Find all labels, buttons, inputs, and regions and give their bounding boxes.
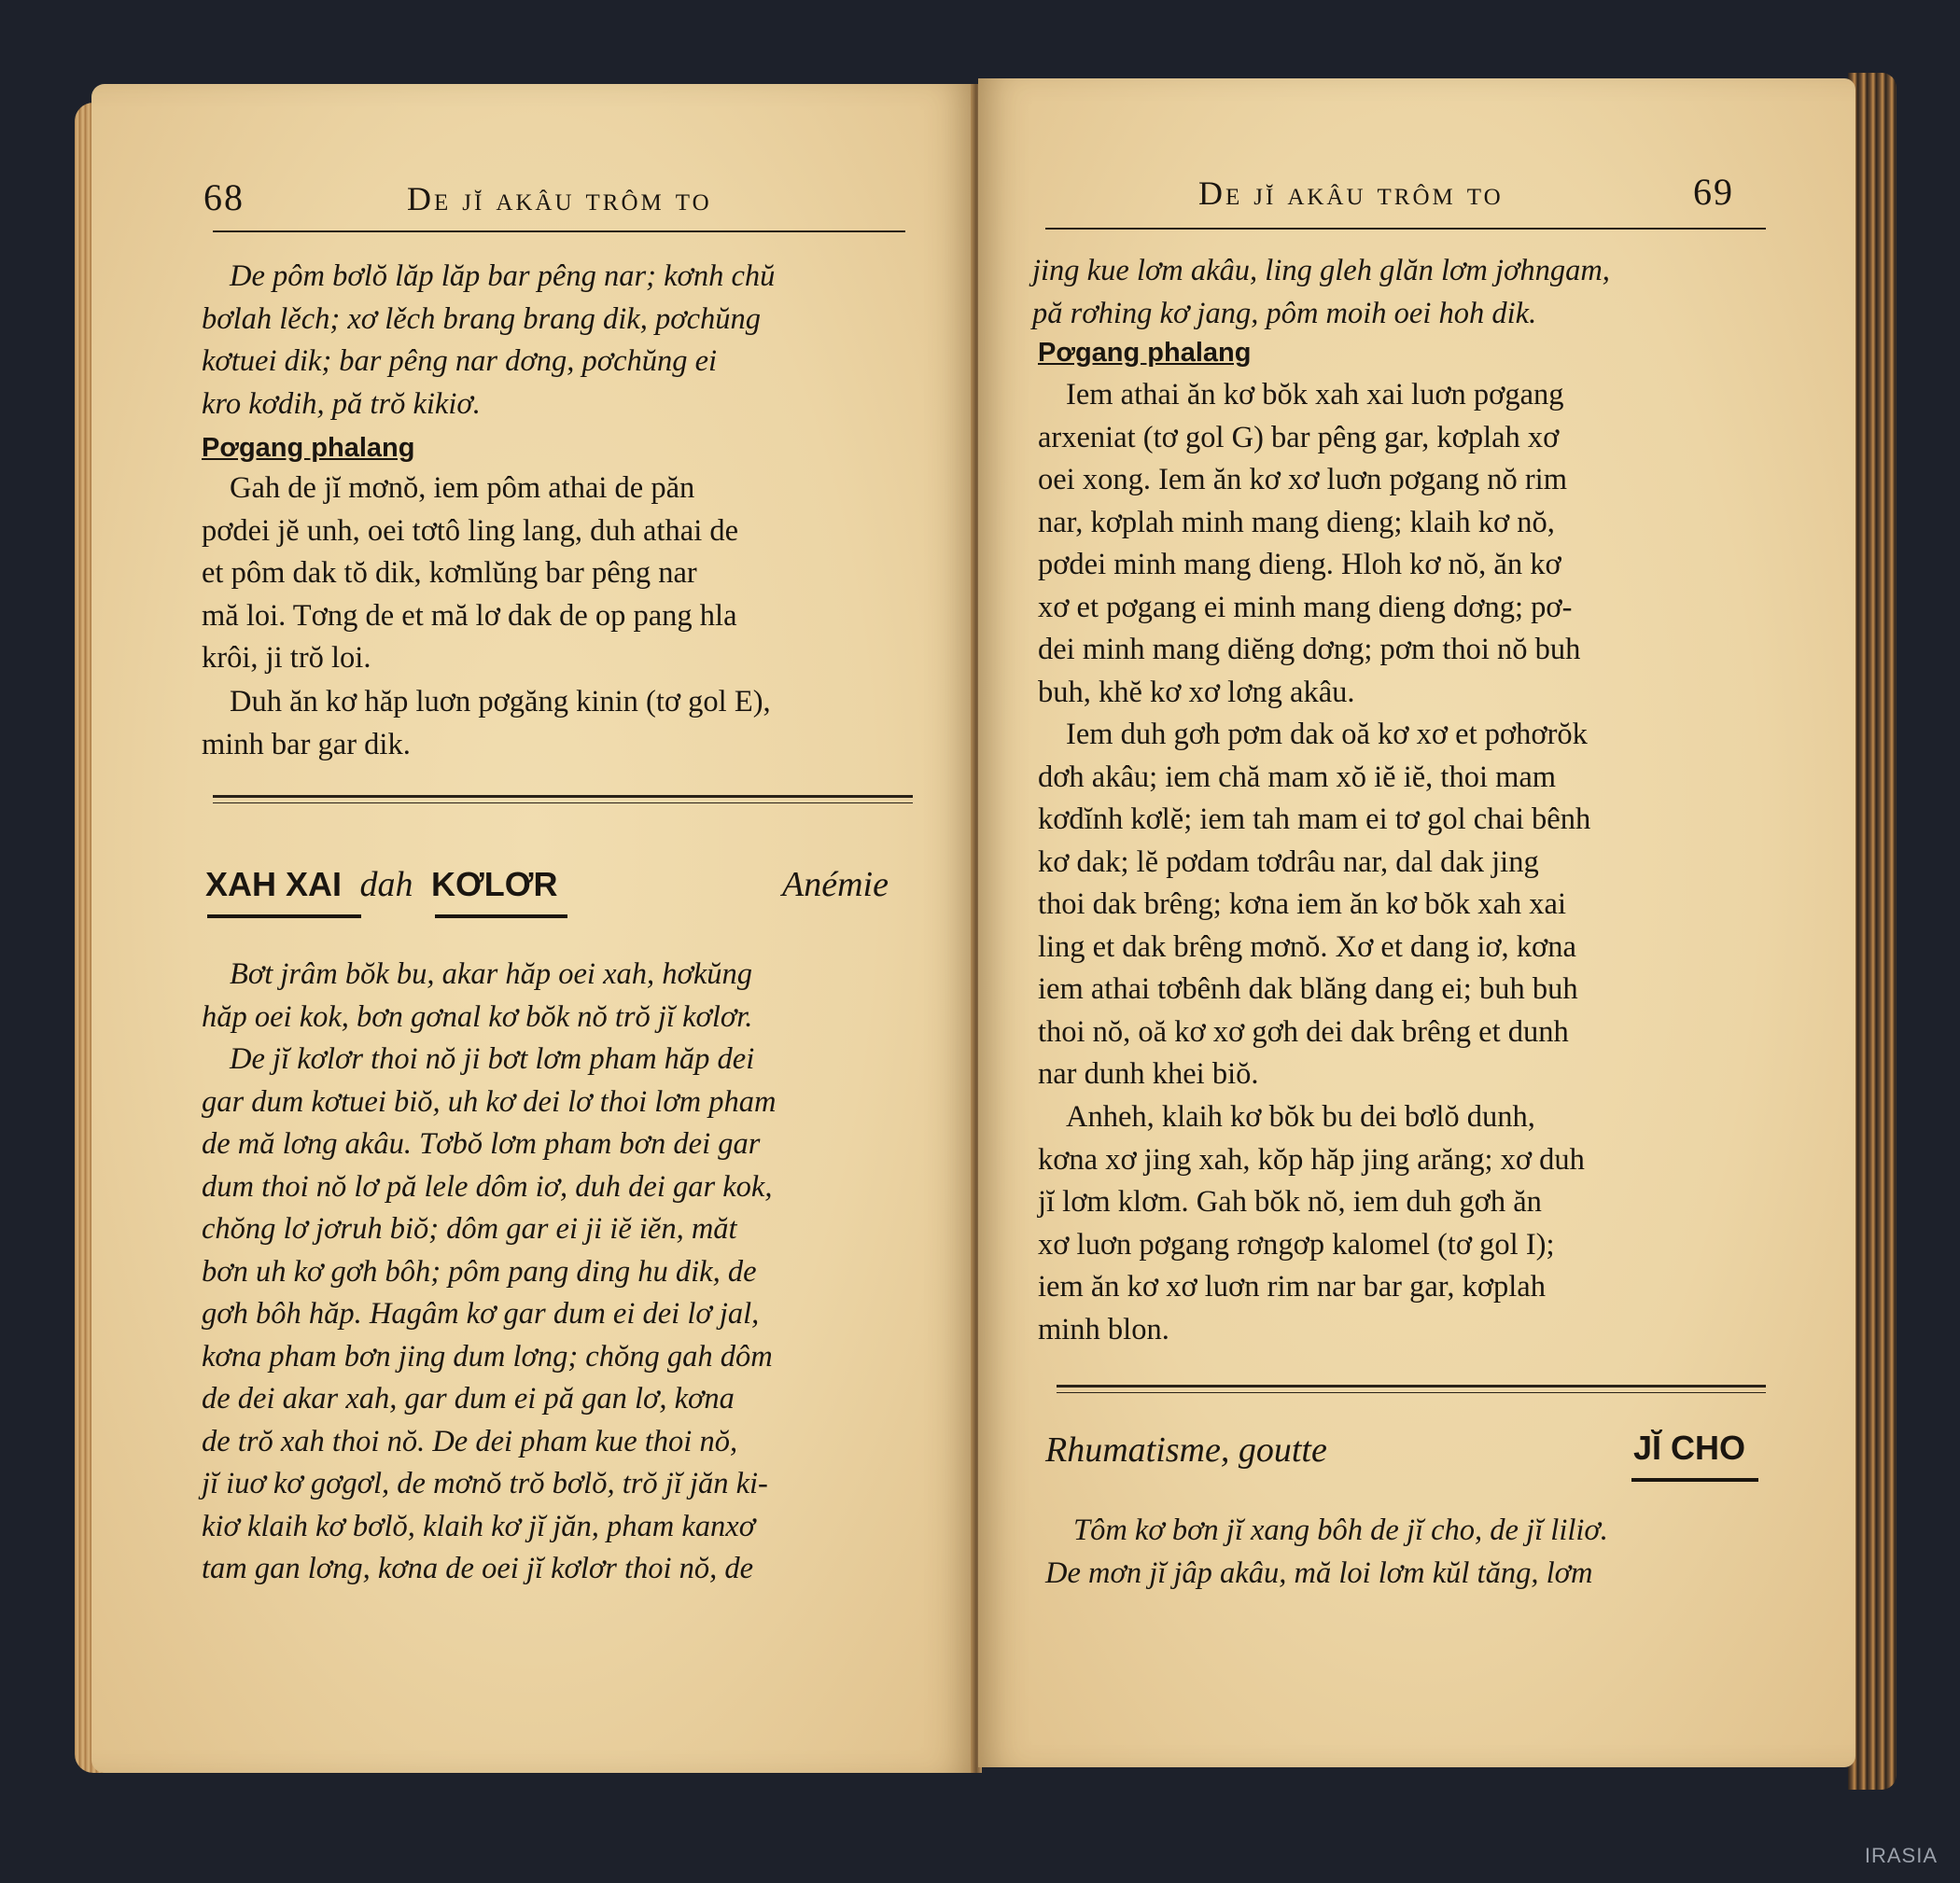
- text-line: De jĭ kơlơr thoi nŏ ji bơt lơm pham hăp dei: [230, 1042, 755, 1076]
- left-block3: [202, 681, 771, 766]
- text-line: tam gan lơng, kơna de oei jĭ kơlơr thoi nŏ, de: [202, 1552, 754, 1585]
- section-title-part1: XAH XAI: [205, 865, 343, 903]
- subheading: Pơgang phalang: [1038, 338, 1252, 368]
- text-line: jing kue lơm akâu, ling gleh glăn lơm jơhngam,: [1032, 254, 1610, 287]
- header-rule: [1045, 228, 1766, 230]
- text-line: xơ et pơgang ei minh mang dieng dơng; pơ-: [1038, 590, 1573, 624]
- left-block2: [202, 467, 738, 680]
- title-underline: [207, 914, 361, 918]
- text-line: kơ dak; lĕ pơdam tơdrâu nar, dal dak jing: [1038, 844, 1539, 879]
- text-line: hăp oei kok, bơn gơnal kơ bŏk nŏ trŏ jĭ kơlơr.: [202, 999, 753, 1034]
- text-line: oei xong. Iem ăn kơ xơ luơn pơgang nŏ rim: [1038, 463, 1567, 496]
- section-title-left: [205, 864, 557, 905]
- text-line: de dei akar xah, gar dum ei pă gan lơ, kơna: [202, 1382, 735, 1416]
- text-line: krôi, ji trŏ loi.: [202, 641, 371, 675]
- text-line: bơlah lěch; xơ lěch brang brang dik, pơchŭng: [202, 301, 761, 336]
- text-line: xơ luơn pơgang rơngơp kalomel (tơ gol I);: [1038, 1227, 1555, 1262]
- section-title-main: JĬ CHO: [1633, 1429, 1746, 1467]
- text-line: jĭ lơm klơm. Gah bŏk nŏ, iem duh gơh ăn: [1038, 1185, 1542, 1219]
- text-line: kơdĭnh kơlĕ; iem tah mam ei tơ gol chai bênh: [1038, 802, 1591, 836]
- text-line: et pôm dak tŏ dik, kơmlŭng bar pêng nar: [202, 556, 697, 590]
- text-line: pă rơhing kơ jang, pôm moih oei hoh dik.: [1032, 296, 1537, 330]
- right-block2: [1038, 374, 1580, 714]
- text-line: bơn uh kơ gơh bôh; pôm pang ding hu dik, de: [202, 1254, 757, 1289]
- title-underline: [1631, 1478, 1758, 1482]
- right-subheading-wrap: [1038, 332, 1251, 375]
- text-line: jĭ iuơ kơ gơgơl, de mơnŏ trŏ bơlŏ, trŏ jĭ jăn ki-: [202, 1467, 768, 1500]
- text-line: kơna pham bơn jing dum lơng; chŏng gah dôm: [202, 1339, 773, 1374]
- text-line: chŏng lơ jơruh biŏ; dôm gar ei ji iĕ iĕn, măt: [202, 1212, 737, 1246]
- text-line: Iem athai ăn kơ bŏk xah xai luơn pơgang: [1066, 378, 1564, 411]
- text-line: iem ăn kơ xơ luơn rim nar bar gar, kơplah: [1038, 1270, 1546, 1304]
- section-rule-thin: [213, 802, 913, 803]
- text-line: dơh akâu; iem chă mam xŏ iĕ iĕ, thoi mam: [1038, 760, 1557, 794]
- text-line: gơh bôh hăp. Hagâm kơ gar dum ei dei lơ jal,: [202, 1297, 760, 1331]
- section-title-part2: dah: [359, 865, 413, 904]
- text-line: buh, khĕ kơ xơ lơng akâu.: [1038, 675, 1355, 709]
- right-block5: [1045, 1510, 1608, 1595]
- running-title: De jĭ akâu trôm to: [407, 180, 712, 217]
- text-line: Anheh, klaih kơ bŏk bu dei bơlŏ dunh,: [1066, 1100, 1535, 1134]
- text-line: kro kơdih, pă trŏ kikiơ.: [202, 386, 481, 421]
- text-line: dum thoi nŏ lơ pă lele dôm iơ, duh dei gar kok,: [202, 1169, 773, 1204]
- title-underline: [435, 914, 567, 918]
- text-line: arxeniat (tơ gol G) bar pêng gar, kơplah xơ: [1038, 420, 1560, 454]
- text-line: Bơt jrâm bŏk bu, akar hăp oei xah, hơkŭng: [230, 957, 753, 991]
- section-rule-thin: [1057, 1392, 1766, 1393]
- page-number: 68: [203, 176, 245, 218]
- text-line: nar dunh khei biŏ.: [1038, 1057, 1259, 1091]
- text-line: Tôm kơ bơn jĭ xang bôh de jĭ cho, de jĭ liliơ.: [1073, 1513, 1608, 1547]
- left-block4: [202, 954, 777, 1591]
- text-line: pơdei minh mang dieng. Hloh kơ nŏ, ăn kơ: [1038, 548, 1561, 581]
- right-running-head: [1198, 170, 1805, 226]
- text-line: Gah de jĭ mơnŏ, iem pôm athai de păn: [230, 471, 695, 505]
- right-block1: [1032, 250, 1610, 335]
- text-line: De pôm bơlŏ lăp lăp bar pêng nar; kơnh chŭ: [230, 259, 776, 293]
- section-title-right: [1633, 1428, 1745, 1469]
- right-page: [978, 78, 1855, 1767]
- subheading: Pơgang phalang: [202, 433, 415, 463]
- text-line: De mơn jĭ jâp akâu, mă loi lơm kŭl tăng, lơm: [1045, 1555, 1593, 1590]
- text-line: kơna xơ jing xah, kŏp hăp jing arăng; xơ duh: [1038, 1142, 1585, 1177]
- header-rule: [213, 230, 905, 232]
- section-french: Rhumatisme, goutte: [1045, 1430, 1327, 1470]
- text-line: Duh ăn kơ hăp luơn pơgăng kinin (tơ gol E),: [230, 685, 771, 718]
- text-line: iem athai tơbênh dak blăng dang ei; buh buh: [1038, 972, 1578, 1006]
- text-line: ling et dak brêng mơnŏ. Xơ et dang iơ, kơna: [1038, 929, 1576, 964]
- text-line: kơtuei dik; bar pêng nar dơng, pơchŭng ei: [202, 344, 718, 378]
- left-page: [91, 84, 974, 1773]
- text-line: thoi nŏ, oă kơ xơ gơh dei dak brêng et dunh: [1038, 1014, 1569, 1049]
- text-line: mă loi. Tơng de et mă lơ dak de op pang hla: [202, 598, 737, 633]
- text-line: de mă lơng akâu. Tơbŏ lơm pham bơn dei gar: [202, 1127, 761, 1161]
- section-rule: [1057, 1385, 1766, 1388]
- section-french: Anémie: [782, 865, 889, 904]
- left-running-head: [203, 175, 997, 231]
- right-block4: [1038, 1096, 1585, 1351]
- text-line: pơdei jĕ unh, oei tơtô ling lang, duh athai de: [202, 513, 739, 548]
- running-title: De jĭ akâu trôm to: [1198, 174, 1504, 212]
- text-line: nar, kơplah minh mang dieng; klaih kơ nŏ,: [1038, 505, 1555, 539]
- watermark: IRASIA: [1864, 1844, 1938, 1867]
- text-line: de trŏ xah thoi nŏ. De dei pham kue thoi nŏ,: [202, 1424, 738, 1458]
- text-line: Iem duh gơh pơm dak oă kơ xơ et pơhơrŏk: [1066, 718, 1588, 751]
- text-line: dei minh mang diĕng dơng; pơm thoi nŏ buh: [1038, 633, 1581, 666]
- section-rule: [213, 795, 913, 798]
- section-title-part3: KƠLƠR: [431, 865, 558, 903]
- text-line: gar dum kơtuei biŏ, uh kơ dei lơ thoi lơm pham: [202, 1084, 777, 1119]
- page-number: 69: [1693, 171, 1734, 213]
- text-line: minh blon.: [1038, 1312, 1169, 1346]
- left-subheading-wrap: [202, 427, 414, 470]
- left-block1: [202, 256, 775, 425]
- text-line: thoi dak brêng; kơna iem ăn kơ bŏk xah xai: [1038, 887, 1566, 921]
- text-line: minh bar gar dik.: [202, 727, 411, 761]
- text-line: kiơ klaih kơ bơlŏ, klaih kơ jĭ jăn, pham kanxơ: [202, 1509, 756, 1543]
- right-block3: [1038, 714, 1590, 1096]
